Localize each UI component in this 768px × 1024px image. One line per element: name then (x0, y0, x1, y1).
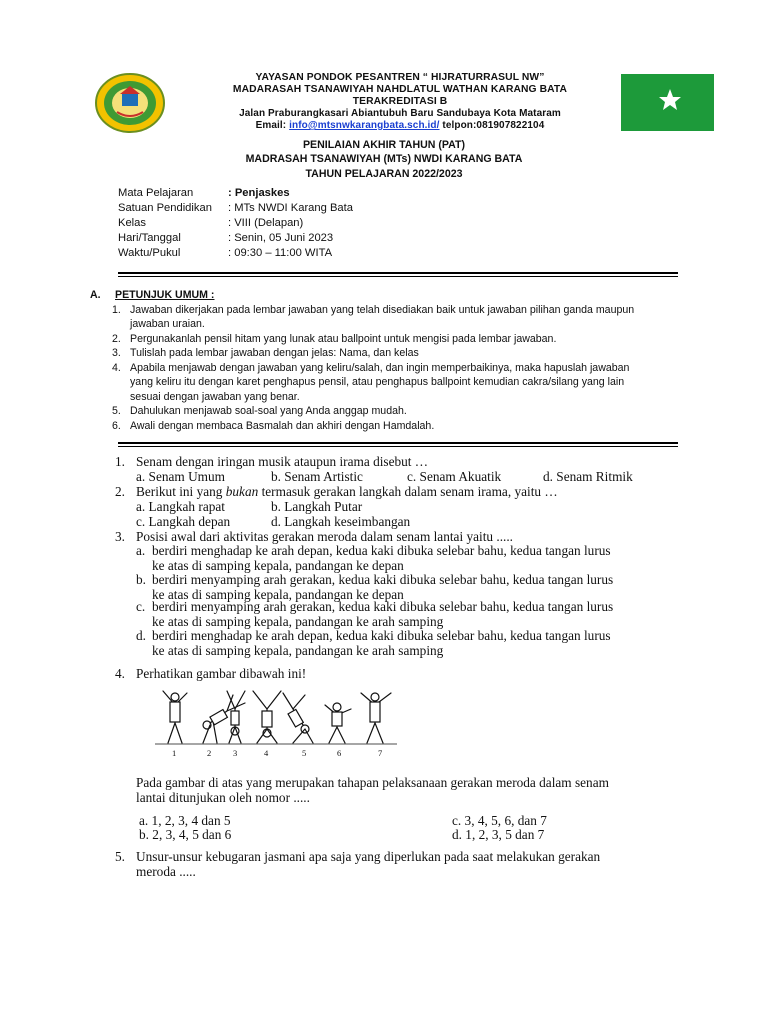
instruction-item: 4. Apabila menjawab dengan jawaban yang keliru/salah, dan ingin memperbaikinya, maka hapuslah jawaban yang keliru itu dengan karet penghapus pensil, atau penghapus ballpoint kemudian cakra/silang yang lain sesuai dengan jawaban yang benar. (112, 361, 630, 403)
contact-line (190, 120, 610, 132)
phone: telpon:081907822104 (442, 120, 545, 131)
q2-option-c: c. Langkah depan (136, 514, 231, 529)
foundation-name: YAYASAN PONDOK PESANTREN “ HIJRATURRASUL NW” (255, 72, 545, 83)
figure-numbers: 1 2 3 4 5 6 7 (172, 748, 383, 758)
q3-option-d-letter: d. (136, 628, 146, 643)
school-address: Jalan Praburangkasari Abiantubuh Baru Sandubaya Kota Mataram (239, 108, 561, 119)
question-3-text: Posisi awal dari aktivitas gerakan meroda dalam senam lantai yaitu ..... (136, 529, 514, 544)
q4-option-c: c. 3, 4, 5, 6, dan 7 (452, 813, 547, 828)
school-name: MADARASAH TSANAWIYAH NAHDLATUL WATHAN KARANG BATA (232, 84, 568, 95)
info-row-school: Satuan Pendidikan : MTs NWDI Karang Bata (118, 202, 353, 214)
instruction-item: 2. Pergunakanlah pensil hitam yang lunak atau ballpoint untuk mengisi pada lembar jawaban. (112, 332, 557, 345)
email-link[interactable]: info@mtsnwkarangbata.sch.id/ (289, 120, 440, 131)
exam-title-line3: TAHUN PELAJARAN 2022/2023 (305, 168, 463, 180)
school-logo (95, 72, 165, 134)
q3-option-d: berdiri menghadap ke arah depan, kedua kaki dibuka selebar bahu, kedua tangan lurus ke atas di samping kepala, pandangan ke arah samping (152, 628, 611, 658)
gymnast-figure-1 (163, 691, 187, 743)
general-instructions (90, 288, 680, 433)
exam-info (118, 186, 353, 261)
question-2-number: 2. (115, 484, 125, 499)
q1-option-c: c. Senam Akuatik (407, 469, 502, 484)
q1-option-d: d. Senam Ritmik (543, 469, 633, 484)
nw-emblem (621, 74, 714, 131)
instruction-item: 1. Jawaban dikerjakan pada lembar jawaban yang telah disediakan baik untuk jawaban pilihan ganda maupun jawaban uraian. (112, 303, 635, 330)
info-row-date: Hari/Tanggal : Senin, 05 Juni 2023 (118, 232, 334, 244)
question-1: 1. (115, 454, 125, 469)
info-row-time: Waktu/Pukul : 09:30 – 11:00 WITA (118, 247, 333, 259)
exam-title-line2: MADRASAH TSANAWIYAH (MTs) NWDI KARANG BATA (245, 153, 523, 165)
letterhead (190, 72, 610, 132)
cartwheel-figure (155, 685, 397, 759)
instruction-item: 6. Awali dengan membaca Basmalah dan akhiri dengan Hamdalah. (112, 419, 435, 432)
question-2-text: Berikut ini yang bukan termasuk gerakan langkah dalam senam irama, yaitu … (136, 484, 558, 499)
info-row-subject: Mata Pelajaran : Penjaskes (118, 187, 290, 199)
instruction-item: 3. Tulislah pada lembar jawaban dengan jelas: Nama, dan kelas (112, 347, 419, 359)
q2-option-b: b. Langkah Putar (271, 499, 363, 514)
divider-mid-thin (118, 446, 678, 447)
divider-mid (118, 442, 678, 444)
question-5-text: Unsur-unsur kebugaran jasmani apa saja yang diperlukan pada saat melakukan gerakan meroda ..... (136, 849, 601, 879)
gymnast-figure-5 (283, 693, 313, 743)
accreditation: TERAKREDITASI B (352, 96, 448, 107)
q3-option-c-letter: c. (136, 599, 146, 614)
q1-option-b: b. Senam Artistic (271, 469, 363, 484)
question-1-text: Senam dengan iringan musik ataupun irama disebut … (136, 454, 429, 469)
q3-option-b-letter: b. (136, 572, 146, 587)
info-row-class: Kelas : VIII (Delapan) (118, 217, 304, 229)
q2-option-a: a. Langkah rapat (136, 499, 225, 514)
gymnast-figure-6 (325, 703, 351, 743)
question-3-number: 3. (115, 529, 125, 544)
question-4-text: Perhatikan gambar dibawah ini! (136, 666, 307, 681)
divider-top (118, 272, 678, 274)
q4-option-b: b. 2, 3, 4, 5 dan 6 (139, 827, 232, 842)
gymnast-figure-7 (361, 693, 391, 743)
question-4-body: Pada gambar di atas yang merupakan tahapan pelaksanaan gerakan meroda dalam senam lantai ditunjukan oleh nomor ..... (136, 775, 609, 805)
instructions-heading: A. PETUNJUK UMUM : (90, 289, 215, 301)
q4-option-a: a. 1, 2, 3, 4 dan 5 (139, 813, 231, 828)
q3-option-b: berdiri menyamping arah gerakan, kedua kaki dibuka selebar bahu, kedua tangan lurus ke atas di samping kepala, pandangan ke depan (152, 572, 614, 602)
q4-option-d: d. 1, 2, 3, 5 dan 7 (452, 827, 545, 842)
question-4-number: 4. (115, 666, 125, 681)
divider-top-thin (118, 276, 678, 277)
q3-option-c: berdiri menyamping arah gerakan, kedua kaki dibuka selebar bahu, kedua tangan lurus ke atas di samping kepala, pandangan ke arah samping (152, 599, 614, 629)
exam-title-line1: PENILAIAN AKHIR TAHUN (PAT) (302, 139, 466, 151)
gymnast-figure-4 (253, 691, 281, 743)
instruction-item: 5. Dahulukan menjawab soal-soal yang Anda anggap mudah. (112, 405, 407, 417)
q3-option-a-letter: a. (136, 543, 146, 558)
email-label: Email: (255, 120, 287, 131)
question-5-number: 5. (115, 849, 125, 864)
gymnast-figure-3 (227, 691, 245, 743)
q1-option-a: a. Senam Umum (136, 469, 226, 484)
q3-option-a: berdiri menghadap ke arah depan, kedua kaki dibuka selebar bahu, kedua tangan lurus ke atas di samping kepala, pandangan ke depan (152, 543, 611, 573)
q2-option-d: d. Langkah keseimbangan (271, 514, 411, 529)
